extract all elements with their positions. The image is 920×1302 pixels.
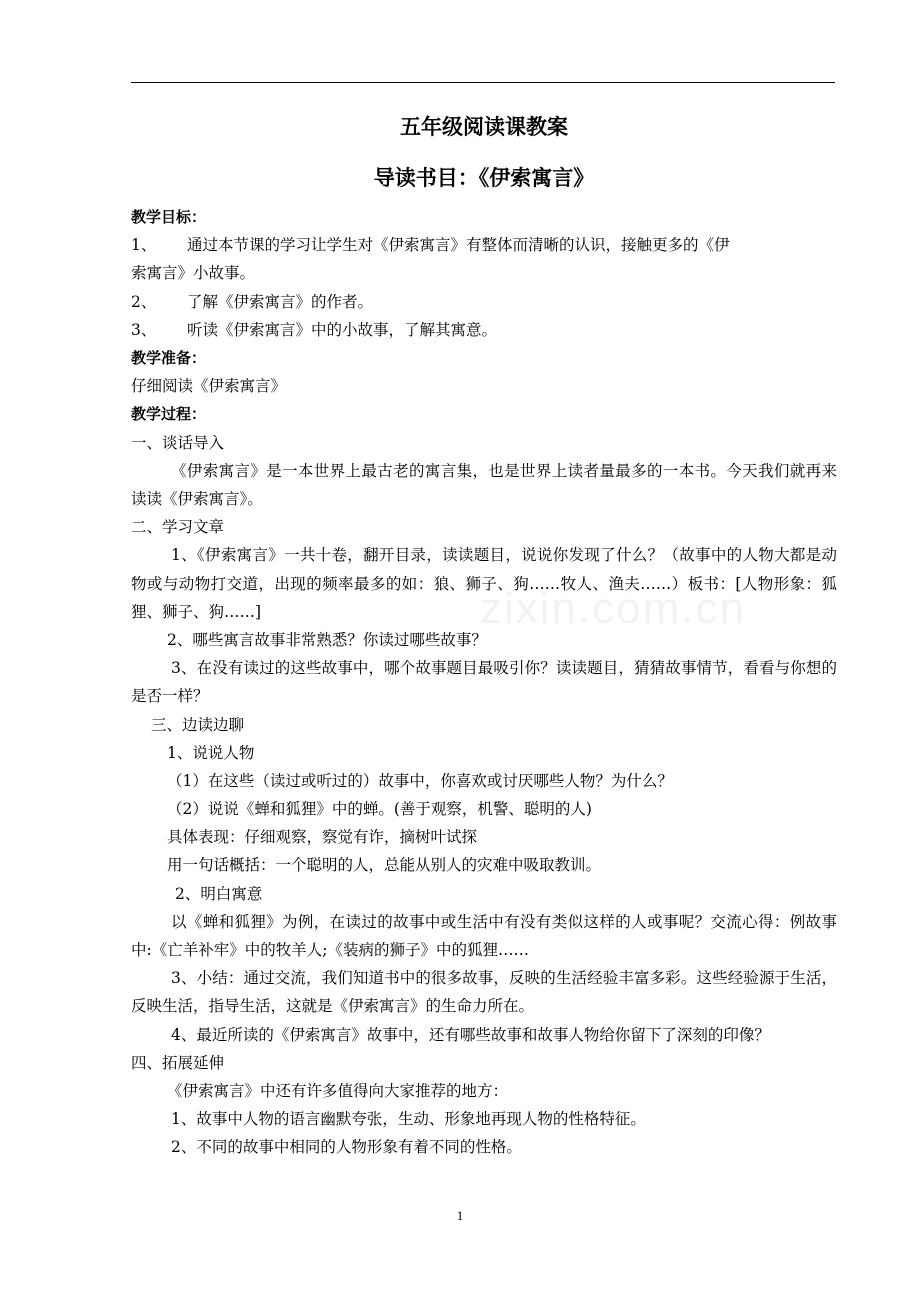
paragraph: 3、小结：通过交流，我们知道书中的很多故事，反映的生活经验丰富多彩。这些经验源于生活，反映生活，指导生活，这就是《伊索寓言》的生命力所在。 xyxy=(131,969,837,1016)
part-title: 二、学习文章 xyxy=(131,518,225,537)
paragraph: 以《蝉和狐狸》为例，在读过的故事中或生活中有没有类似这样的人或事呢？交流心得：例故事中:《亡羊补牢》中的牧羊人;《装病的狮子》中的狐狸…… xyxy=(131,912,837,960)
paragraph: 2、不同的故事中相同的人物形象有着不同的性格。 xyxy=(171,1138,522,1157)
goal-text-continued: 索寓言》小故事。 xyxy=(131,264,256,283)
header-rule xyxy=(131,82,835,83)
paragraph: 1、《伊索寓言》一共十卷，翻开目录，读读题目，说说你发现了什么？（故事中的人物大都是动物或与动物打交道，出现的频率最多的如：狼、狮子、狗……牧人、渔夫……）板书：[人物形象：狐狸、狮子、狗……] xyxy=(131,546,837,621)
goal-text: 通过本节课的学习让学生对《伊索寓言》有整体而清晰的认识，接触更多的《伊 xyxy=(187,236,730,255)
page-number: 1 xyxy=(456,1208,464,1223)
goal-text: 听读《伊索寓言》中的小故事，了解其寓意。 xyxy=(187,320,498,339)
section-heading-goals: 教学目标： xyxy=(131,208,207,226)
goal-number: 1、 xyxy=(131,236,157,255)
goal-number: 2、 xyxy=(131,292,157,311)
paragraph: 1、故事中人物的语言幽默夸张，生动、形象地再现人物的性格特征。 xyxy=(171,1110,646,1129)
paragraph: 用一句话概括：一个聪明的人，总能从别人的灾难中吸取教训。 xyxy=(167,856,602,875)
goal-number: 3、 xyxy=(131,320,157,339)
goal-item xyxy=(131,231,837,259)
paragraph: （1）在这些（读过或听过的）故事中，你喜欢或讨厌哪些人物？为什么？ xyxy=(167,771,673,790)
preparation-text: 仔细阅读《伊索寓言》 xyxy=(131,377,287,396)
paragraph: （2）说说《蝉和狐狸》中的蝉。(善于观察，机警、聪明的人) xyxy=(167,800,592,819)
paragraph: 2、明白寓意 xyxy=(175,884,263,903)
paragraph: 4、最近所读的《伊索寓言》故事中，还有哪些故事和故事人物给你留下了深刻的印像？ xyxy=(171,1025,770,1044)
document-title: 五年级阅读课教案 xyxy=(400,115,568,139)
paragraph: 1、说说人物 xyxy=(167,743,255,762)
watermark-text: zixin.com.cn xyxy=(480,584,747,633)
document-subtitle: 导读书目：《伊索寓言》 xyxy=(373,166,595,190)
section-heading-process: 教学过程： xyxy=(131,405,207,424)
goal-item xyxy=(131,288,837,316)
paragraph: 《伊索寓言》中还有许多值得向大家推荐的地方： xyxy=(167,1082,509,1101)
part-title: 一、谈话导入 xyxy=(131,433,225,452)
goal-text: 了解《伊索寓言》的作者。 xyxy=(187,292,374,311)
part-title: 三、边读边聊 xyxy=(151,715,245,734)
paragraph: 3、在没有读过的这些故事中，哪个故事题目最吸引你？读读题目，猜猜故事情节，看看与你想的是否一样？ xyxy=(131,659,837,706)
section-heading-preparation: 教学准备： xyxy=(131,348,207,367)
part-title: 四、拓展延伸 xyxy=(131,1053,225,1072)
goal-item xyxy=(131,316,837,344)
paragraph: 《伊索寓言》是一本世界上最古老的寓言集，也是世界上读者量最多的一本书。今天我们就再来读读《伊索寓言》。 xyxy=(131,461,837,508)
paragraph: 2、哪些寓言故事非常熟悉？你读过哪些故事？ xyxy=(167,630,487,649)
paragraph: 具体表现：仔细观察，察觉有诈，摘树叶试探 xyxy=(167,828,478,847)
document-body xyxy=(131,112,837,1162)
